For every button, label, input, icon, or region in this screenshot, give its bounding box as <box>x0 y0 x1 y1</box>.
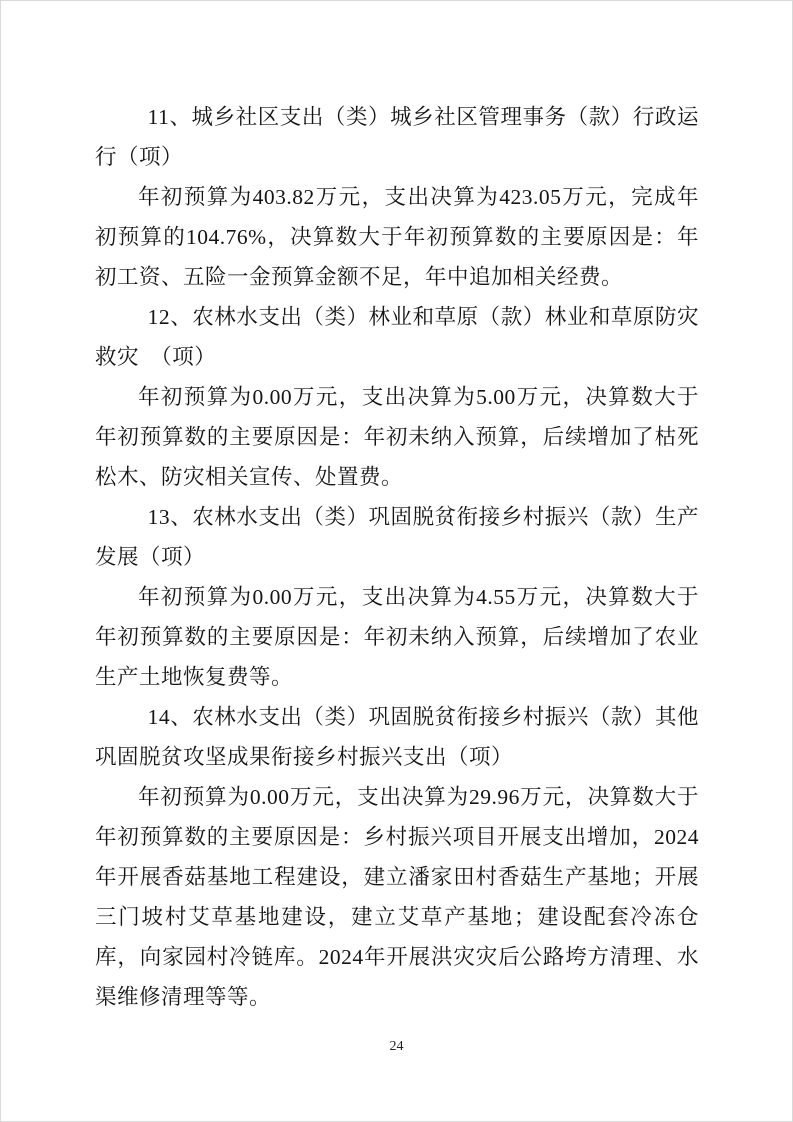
section-heading: 12、农林水支出（类）林业和草原（款）林业和草原防灾救灾 （项） <box>95 305 699 369</box>
paragraph: 年初预算为0.00万元，支出决算为29.96万元，决算数大于年初预算数的主要原因是：乡村振兴项目开展支出增加，2024年开展香菇基地工程建设，建立潘家田村香菇生产基地；开展三门坡村艾草基地建设，建立艾草产基地；建设配套冷冻仓库，向家园村冷链库。2024年开展洪灾灾后公路垮方清理、水渠维修清理等等。 <box>95 785 699 1009</box>
section-heading: 14、农林水支出（类）巩固脱贫衔接乡村振兴（款）其他巩固脱贫攻坚成果衔接乡村振兴支出（项） <box>95 705 699 769</box>
section-heading: 13、农林水支出（类）巩固脱贫衔接乡村振兴（款）生产发展（项） <box>95 505 699 569</box>
section-heading: 11、城乡社区支出（类）城乡社区管理事务（款）行政运行（项） <box>95 105 699 169</box>
page-number: 24 <box>389 1039 404 1054</box>
paragraph: 年初预算为403.82万元，支出决算为423.05万元，完成年初预算的104.76%，决算数大于年初预算数的主要原因是：年初工资、五险一金预算金额不足，年中追加相关经费。 <box>95 185 699 289</box>
paragraph: 年初预算为0.00万元，支出决算为5.00万元，决算数大于年初预算数的主要原因是：年初未纳入预算，后续增加了枯死松木、防灾相关宣传、处置费。 <box>95 385 699 489</box>
paragraph: 年初预算为0.00万元，支出决算为4.55万元，决算数大于年初预算数的主要原因是：年初未纳入预算，后续增加了农业生产土地恢复费等。 <box>95 585 699 689</box>
document-body <box>95 97 699 1017</box>
